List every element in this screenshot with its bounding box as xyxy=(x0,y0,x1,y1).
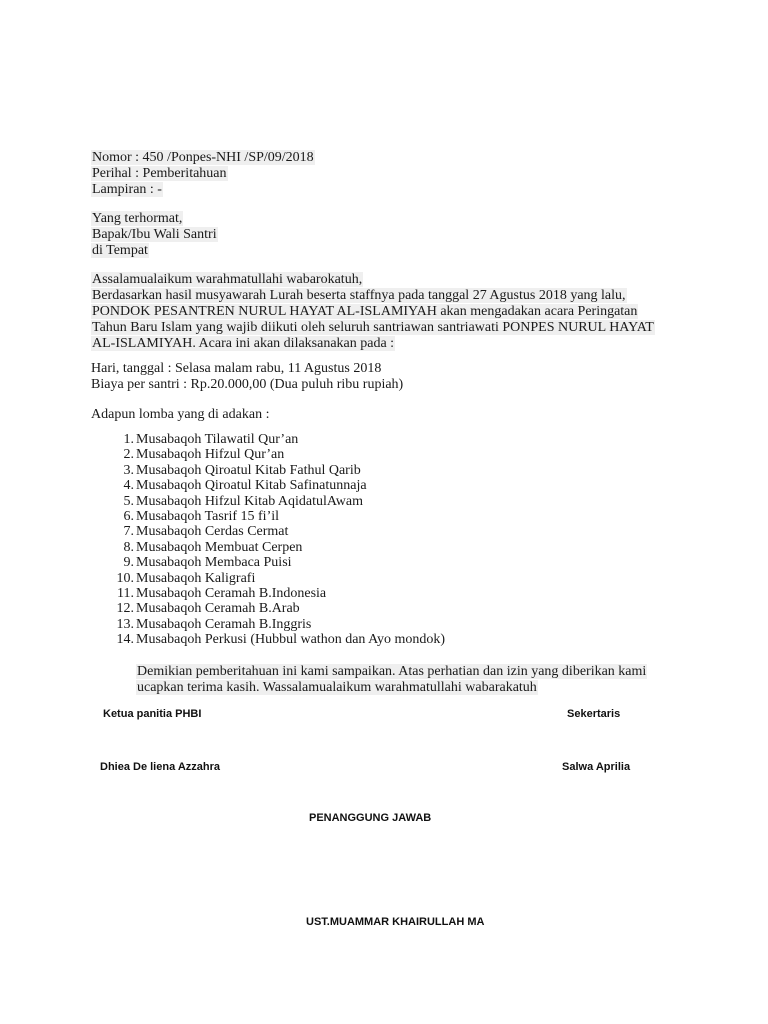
body-line-1: Berdasarkan hasil musyawarah Lurah beserta staffnya pada tanggal 27 Agustus 2018 yang lalu, xyxy=(92,288,626,303)
list-item: 11. Musabaqoh Ceramah B.Indonesia xyxy=(117,585,327,601)
secretary-name: Salwa Aprilia xyxy=(562,761,631,773)
closing-line-1: Demikian pemberitahuan ini kami sampaikan. Atas perhatian dan izin yang diberikan kami xyxy=(137,664,647,679)
letter-attachment: Lampiran : - xyxy=(92,182,162,197)
letter-subject: Perihal : Pemberitahuan xyxy=(92,166,227,181)
list-item: 9. Musabaqoh Membaca Puisi xyxy=(123,555,292,571)
closing-line-2: ucapkan terima kasih. Wassalamualaikum warahmatullahi wabarakatuh xyxy=(137,680,537,695)
list-item: 14. Musabaqoh Perkusi (Hubbul wathon dan Ayo mondok) xyxy=(116,632,446,648)
responsible-title: PENANGGUNG JAWAB xyxy=(309,812,432,824)
competition-intro: Adapun lomba yang di adakan : xyxy=(91,407,270,422)
recipient-name: Bapak/Ibu Wali Santri xyxy=(92,227,217,242)
list-item: 4. Musabaqoh Qiroatul Kitab Safinatunnaja xyxy=(123,478,367,494)
list-item: 5. Musabaqoh Hifzul Kitab AqidatulAwam xyxy=(123,493,363,509)
event-fee: Biaya per santri : Rp.20.000,00 (Dua puluh ribu rupiah) xyxy=(91,377,404,392)
secretary-title: Sekertaris xyxy=(567,708,621,720)
list-item: 6. Musabaqoh Tasrif 15 fi’il xyxy=(123,508,280,524)
greeting: Assalamualaikum warahmatullahi wabarokatuh, xyxy=(92,272,363,287)
list-item: 1. Musabaqoh Tilawatil Qur’an xyxy=(123,432,299,447)
list-item: 2. Musabaqoh Hifzul Qur’an xyxy=(123,447,285,463)
list-item: 12. Musabaqoh Ceramah B.Arab xyxy=(116,601,300,617)
salutation: Yang terhormat, xyxy=(92,211,183,226)
list-item: 3. Musabaqoh Qiroatul Kitab Fathul Qarib xyxy=(123,462,361,478)
recipient-place: di Tempat xyxy=(92,243,148,258)
body-line-3: Tahun Baru Islam yang wajib diikuti oleh seluruh santriawan santriawati PONPES NURUL HAYAT xyxy=(92,320,654,335)
chair-title: Ketua panitia PHBI xyxy=(103,708,202,720)
chair-name: Dhiea De liena Azzahra xyxy=(100,761,221,773)
competition-list xyxy=(110,432,445,647)
list-item: 8. Musabaqoh Membuat Cerpen xyxy=(123,539,303,555)
body-line-4: AL-ISLAMIYAH. Acara ini akan dilaksanakan pada : xyxy=(92,336,395,351)
responsible-name: UST.MUAMMAR KHAIRULLAH MA xyxy=(306,916,485,928)
list-item: 10. Musabaqoh Kaligrafi xyxy=(116,570,256,586)
event-date: Hari, tanggal : Selasa malam rabu, 11 Agustus 2018 xyxy=(91,361,382,376)
letter-number: Nomor : 450 /Ponpes-NHI /SP/09/2018 xyxy=(92,150,314,165)
list-item: 7. Musabaqoh Cerdas Cermat xyxy=(123,524,289,540)
body-line-2: PONDOK PESANTREN NURUL HAYAT AL-ISLAMIYAH akan mengadakan acara Peringatan xyxy=(92,304,638,319)
list-item: 13. Musabaqoh Ceramah B.Inggris xyxy=(116,616,312,632)
